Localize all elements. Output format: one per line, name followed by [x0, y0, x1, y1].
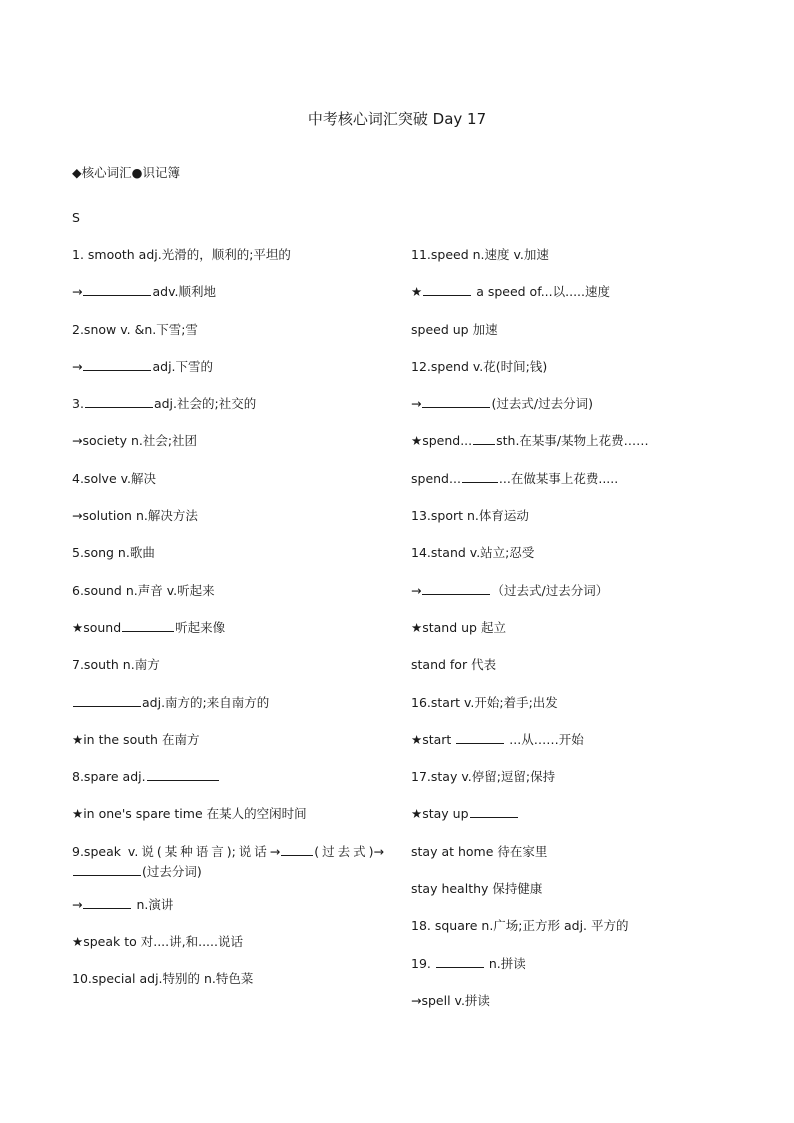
right-line	[411, 879, 723, 899]
right-line	[411, 506, 723, 526]
vocab-text: ★sound	[72, 619, 122, 635]
right-line	[411, 916, 723, 936]
vocab-text: ...从……开始	[505, 731, 584, 747]
vocab-text: ★in the south 在南方	[72, 731, 200, 747]
fill-in-blank	[83, 895, 131, 909]
vocab-text: n.演讲	[132, 896, 174, 912]
right-line	[411, 730, 723, 750]
vocab-text: (过去分词)	[142, 863, 202, 879]
left-line	[72, 394, 384, 414]
vocab-text: stay healthy 保持健康	[411, 881, 543, 897]
fill-in-blank	[470, 804, 518, 818]
vocab-text: (过去式/过去分词)	[491, 396, 593, 412]
fill-in-blank	[436, 954, 484, 968]
vocab-text: stay at home 待在家里	[411, 843, 548, 859]
vocab-text: 14.stand v.站立;忍受	[411, 545, 535, 561]
right-column	[411, 245, 723, 1028]
fill-in-blank	[422, 394, 490, 408]
left-line	[72, 895, 384, 915]
fill-in-blank	[83, 282, 151, 296]
vocab-text: 16.start v.开始;着手;出发	[411, 694, 558, 710]
fill-in-blank	[83, 357, 151, 371]
left-line	[72, 431, 384, 451]
section-heading: ◆核心词汇●识记簿	[72, 165, 181, 180]
right-line	[411, 394, 723, 414]
right-line	[411, 767, 723, 787]
left-line	[72, 245, 384, 265]
right-line	[411, 357, 723, 377]
right-line	[411, 804, 723, 824]
vocab-text: a speed of...以.....速度	[472, 284, 610, 300]
vocab-text: 17.stay v.停留;逗留;保持	[411, 769, 556, 785]
vocab-text: ★speak to 对....讲,和.....说话	[72, 934, 243, 950]
left-line	[72, 932, 384, 952]
left-column	[72, 245, 384, 1007]
vocab-text: 11.speed n.速度 v.加速	[411, 247, 549, 262]
left-line	[72, 581, 384, 601]
fill-in-blank	[456, 730, 504, 744]
vocab-text: 听起来像	[175, 619, 226, 635]
vocab-text: →	[411, 396, 422, 412]
left-line	[72, 469, 384, 489]
vocab-text: 9.speak v.说(某种语言);说话→	[72, 843, 281, 859]
vocab-text: stand for 代表	[411, 657, 497, 673]
vocab-text: →solution n.解决方法	[72, 508, 198, 524]
left-line	[72, 320, 384, 340]
right-line	[411, 543, 723, 563]
fill-in-blank	[85, 394, 153, 408]
vocab-text: adj.社会的;社交的	[153, 396, 257, 412]
left-line	[72, 618, 384, 638]
right-line	[411, 431, 723, 451]
vocab-text: 3.	[72, 396, 84, 412]
right-line	[411, 991, 723, 1011]
vocab-text: (过去式)→	[314, 843, 384, 859]
letter-heading: S	[72, 210, 80, 225]
vocab-text: speed up 加速	[411, 321, 498, 337]
fill-in-blank	[462, 469, 498, 483]
vocab-text: ★stay up	[411, 806, 469, 822]
vocab-text: 19.	[411, 955, 435, 971]
vocab-text: 4.solve v.解决	[72, 470, 157, 486]
left-line	[72, 543, 384, 563]
right-line	[411, 954, 723, 974]
vocab-text: 8.spare adj.	[72, 769, 146, 785]
right-line	[411, 618, 723, 638]
fill-in-blank	[422, 581, 490, 595]
right-line	[411, 693, 723, 713]
vocab-text: →society n.社会;社团	[72, 433, 198, 449]
vocab-text: ...在做某事上花费.....	[498, 470, 619, 486]
fill-in-blank	[473, 431, 495, 445]
vocab-text: 18. square n.广场;正方形 adj. 平方的	[411, 918, 629, 934]
left-line	[72, 282, 384, 302]
right-line	[411, 581, 723, 601]
fill-in-blank	[423, 282, 471, 296]
vocab-text: 2.snow v. &n.下雪;雪	[72, 321, 198, 337]
vocab-text: 13.sport n.体育运动	[411, 508, 529, 524]
left-line	[72, 357, 384, 377]
vocab-text: n.拼读	[484, 955, 526, 971]
vocab-text: adj.南方的;来自南方的	[142, 694, 270, 710]
left-line	[72, 804, 384, 824]
right-line	[411, 320, 723, 340]
left-line	[72, 730, 384, 750]
vocab-text: ★start	[411, 731, 456, 747]
vocab-text: →	[72, 284, 83, 300]
vocab-text: ★stand up 起立	[411, 619, 506, 635]
left-line-speak	[72, 842, 384, 882]
vocab-text: spend...	[411, 470, 461, 486]
vocab-text: ★in one's spare time 在某人的空闲时间	[72, 806, 307, 822]
fill-in-blank	[122, 618, 174, 632]
vocab-text: →	[411, 582, 422, 598]
fill-in-blank	[281, 842, 313, 856]
fill-in-blank	[73, 862, 141, 876]
vocab-text: →spell v.拼读	[411, 992, 490, 1008]
vocab-text: 6.sound n.声音 v.听起来	[72, 582, 215, 598]
vocab-text: 1. smooth adj.光滑的，顺利的;平坦的	[72, 247, 291, 262]
right-line	[411, 842, 723, 862]
fill-in-blank	[147, 767, 219, 781]
vocab-text: 7.south n.南方	[72, 657, 160, 673]
vocab-text: adv.顺利地	[152, 284, 216, 300]
left-line	[72, 506, 384, 526]
fill-in-blank	[73, 693, 141, 707]
right-line	[411, 469, 723, 489]
vocab-text: sth.在某事/某物上花费……	[496, 433, 649, 449]
vocab-text: adj.下雪的	[152, 358, 214, 374]
page-title: 中考核心词汇突破 Day 17	[307, 110, 487, 128]
left-line	[72, 767, 384, 787]
right-line	[411, 282, 723, 302]
left-line	[72, 655, 384, 675]
right-line	[411, 655, 723, 675]
vocab-text: ★spend...	[411, 433, 473, 449]
vocab-text: ★	[411, 284, 423, 300]
vocab-text: →	[72, 896, 83, 912]
vocab-text: 12.spend v.花(时间;钱)	[411, 358, 548, 374]
left-line	[72, 693, 384, 713]
vocab-text: 10.special adj.特别的 n.特色菜	[72, 971, 254, 987]
vocab-text: 5.song n.歌曲	[72, 545, 155, 561]
left-line	[72, 969, 384, 989]
right-line	[411, 245, 723, 265]
vocab-text: （过去式/过去分词）	[491, 582, 609, 598]
vocab-text: →	[72, 358, 83, 374]
